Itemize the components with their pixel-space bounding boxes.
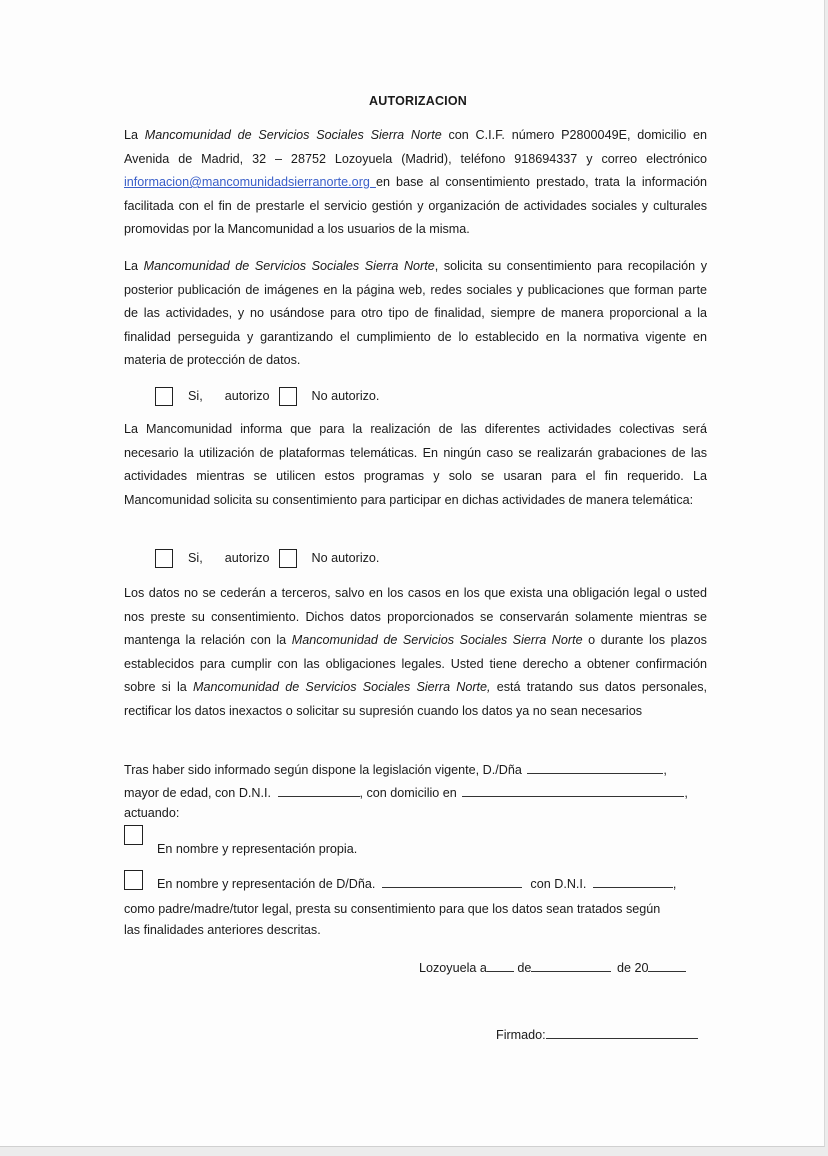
checkbox-other-representation[interactable]: [124, 870, 143, 890]
month-field[interactable]: [531, 960, 611, 972]
form-line-dni: mayor de edad, con D.N.I. , con domicilio en ,: [124, 786, 688, 800]
organization-name: Mancomunidad de Servicios Sociales Sierra Norte: [291, 633, 583, 647]
option-other-representation: En nombre y representación de D/Dña. con D.N.I. ,: [157, 877, 677, 891]
option-own-representation: En nombre y representación propia.: [157, 842, 358, 856]
checkbox-si-autorizo[interactable]: [155, 387, 173, 406]
form-line-guardian: como padre/madre/tutor legal, presta su consentimiento para que los datos sean tratados según: [124, 902, 661, 916]
signature-line: Firmado:: [496, 1027, 698, 1042]
telematic-consent-options: Si, autorizo No autorizo.: [155, 546, 379, 570]
image-consent-options: Si, autorizo No autorizo.: [155, 384, 379, 408]
form-line-acting: actuando:: [124, 806, 180, 820]
name-field[interactable]: [527, 762, 663, 774]
paragraph-telematic-consent: La Mancomunidad informa que para la realización de las diferentes actividades colectivas será necesario la utilización de plataformas telemáticas. En ningún caso se realizarán grabaciones de las actividades mientras se utilicen estos programas y solo se usaran para el fin requerido. La Mancomunidad solicita su consentimiento para participar en dichas actividades de manera telemática:: [124, 422, 707, 507]
paragraph-data-rights: Los datos no se cederán a terceros, salvo en los casos en los que exista una obligación legal o usted nos preste su consentimiento. Dichos datos proporcionados se conservarán solamente mientras se mantenga la relación con la Mancomunidad de Servicios Sociales Sierra Norte o durante los plazos establecidos para cumplir con las obligaciones legales. Usted tiene derecho a obtener confirmación sobre si la Mancomunidad de Servicios Sociales Sierra Norte, está tratando sus datos personales, rectificar los datos inexactos o solicitar su supresión cuando los datos ya no sean necesarios: [124, 586, 707, 718]
signature-field[interactable]: [546, 1027, 698, 1039]
organization-name: Mancomunidad de Servicios Sociales Sierra Norte: [143, 259, 435, 273]
form-line-purposes: las finalidades anteriores descritas.: [124, 923, 321, 937]
checkbox-no-autorizo[interactable]: [279, 387, 297, 406]
organization-name: Mancomunidad de Servicios Sociales Sierra Norte: [144, 128, 442, 142]
representative-dni-field[interactable]: [593, 876, 673, 888]
day-field[interactable]: [487, 960, 514, 972]
address-field[interactable]: [462, 785, 684, 797]
checkbox-no-autorizo[interactable]: [279, 549, 297, 568]
email-link[interactable]: informacion@mancomunidadsierranorte.org: [124, 175, 376, 189]
checkbox-si-autorizo[interactable]: [155, 549, 173, 568]
form-line-name: Tras haber sido informado según dispone la legislación vigente, D./Dña ,: [124, 763, 667, 777]
paragraph-image-consent: La Mancomunidad de Servicios Sociales Sierra Norte, solicita su consentimiento para recopilación y posterior publicación de imágenes en la página web, redes sociales y publicaciones que forman parte de las actividades, y no usándose para otro tipo de finalidad, siempre de manera proporcional a la finalidad perseguida y garantizando el cumplimiento de lo establecido en la normativa vigente en materia de protección de datos.: [124, 259, 707, 367]
dni-field[interactable]: [278, 785, 360, 797]
organization-name: Mancomunidad de Servicios Sociales Sierra Norte,: [192, 680, 491, 694]
representative-name-field[interactable]: [382, 876, 522, 888]
document-title: AUTORIZACION: [369, 94, 467, 108]
date-line: Lozoyuela a de de 20: [419, 960, 686, 975]
year-field[interactable]: [648, 960, 686, 972]
paragraph-data-controller: La Mancomunidad de Servicios Sociales Sierra Norte con C.I.F. número P2800049E, domicilio en Avenida de Madrid, 32 – 28752 Lozoyuela (Madrid), teléfono 918694337 y correo electrónico informacion@mancomunidadsierranorte.org en base al consentimiento prestado, trata la información facilitada con el fin de prestarle el servicio gestión y organización de actividades sociales y culturales promovidas por la Mancomunidad a los usuarios de la misma.: [124, 128, 707, 236]
checkbox-own-representation[interactable]: [124, 825, 143, 845]
